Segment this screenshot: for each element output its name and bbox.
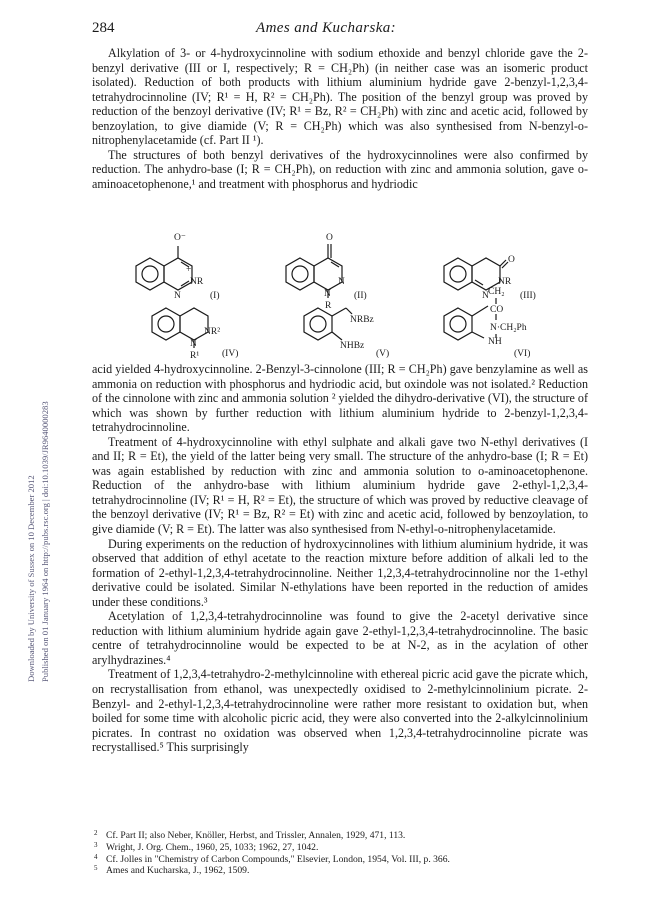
label-II-r: R [325, 301, 332, 311]
paragraph: During experiments on the reduction of hydroxycinnolines with lithium aluminium hydride, it was observed that addition of ethyl acetate to the reaction mixture before addition of alkali led to the formation of 2-ethyl-1,2,3,4-tetrahydrocinnoline. Neither 1,2,3,4-tetrahydrocinnoline nor the 1-ethyl derivative could be isolated. Similar N-ethylations have been reported in the reduction of amides under these conditions.³ [92, 536, 588, 609]
footnote [92, 830, 588, 842]
structure-label-II: (II) [354, 291, 367, 301]
label-III-o: O [508, 255, 515, 265]
label-II-o: O [326, 233, 333, 243]
label-VI-nh: NH [488, 337, 502, 347]
footnote-text: Cf. Jolles in "Chemistry of Carbon Compounds," Elsevier, London, 1954, Vol. III, p. 366. [106, 853, 450, 865]
structure-label-V: (V) [376, 349, 390, 359]
structure-IV [152, 308, 208, 348]
paragraph: Treatment of 4-hydroxycinnoline with ethyl sulphate and alkali gave two N-ethyl derivatives (I and II; R = Et), the yield of the latter being very small. The structure of the anhydro-base (I; R = Et) was again established by reduction with zinc and ammonia solution to o-aminoacetophenone. Reduction of the anhydro-base with lithium aluminium hydride gave 2-ethyl-1,2,3,4-tetrahydrocinnoline (IV; R¹ = H, R² = Et), the structure of which was proved by reductive cleavage of the benzoyl derivative (IV; R¹ = Bz, R² = Et) with zinc and acetic acid, followed by benzoylation, to give diamide (V; R = Et). The latter was also synthesised from N-ethyl-o-nitrophenylacetamide. [92, 434, 588, 537]
footnote [92, 865, 588, 877]
download-sidebar [14, 190, 58, 690]
structure-II [286, 244, 342, 298]
label-VI-co: CO [490, 305, 504, 315]
label-VI-nch2ph: N·CH₂Ph [490, 323, 527, 333]
footnote [92, 854, 588, 866]
paragraph: Alkylation of 3- or 4-hydroxycinnoline with sodium ethoxide and benzyl chloride gave the 2-benzyl derivative (III or I, respectively; R = CH₂Ph) (in neither case was an isomeric product isolated). Reduction of both products with lithium aluminium hydride gave 2-benzyl-1,2,3,4-tetrahydrocinnoline (IV; R¹ = H, R² = CH₂Ph). The position of the benzyl group was proved by reduction of the benzoyl derivative (IV; R¹ = Bz, R² = CH₂Ph) with zinc and acetic acid, followed by benzoylation, to give diamide (V; R = CH₂Ph) which was also synthesised from N-benzyl-o-nitrophenylacetamide (cf. Part II ¹). [92, 46, 588, 148]
structure-label-VI: (VI) [514, 349, 531, 359]
download-notice: Downloaded by University of Sussex on 10 December 2012 [26, 475, 36, 682]
page-header [92, 20, 588, 40]
label-I-n: N [174, 291, 181, 301]
label-V-nrbz: NRBz [350, 315, 374, 325]
chemical-structures [92, 222, 588, 362]
body-text-bottom [92, 362, 588, 755]
page-number: 284 [92, 20, 115, 36]
footnote [92, 842, 588, 854]
body-text-top [92, 46, 588, 191]
footnote-number: 2 [94, 829, 98, 837]
paragraph: acid yielded 4-hydroxycinnoline. 2-Benzyl-3-cinnolone (III; R = CH₂Ph) gave benzylamine as well as ammonia on reduction with phosphorus and hydriodic acid, but oxindole was not isolated.² Reduction of the cinnolone with zinc and ammonia solution ² yielded the dihydro-derivative (VI), the structure of which was shown by further reduction with lithium aluminium hydride to 2-benzyl-1,2,3,4-tetrahydrocinnoline. [92, 362, 588, 435]
label-I-nr: NR [190, 277, 204, 287]
label-IV-nr2: NR² [204, 327, 221, 337]
footnote-text: Cf. Part II; also Neber, Knöller, Herbst, and Trissler, Annalen, 1929, 471, 113. [106, 830, 406, 841]
footnote-number: 4 [94, 852, 98, 861]
structure-label-III: (III) [520, 291, 536, 301]
paragraph: The structures of both benzyl derivatives of the hydroxycinnolines were also confirmed by reduction. The anhydro-base (I; R = CH₂Ph), on reduction with zinc and ammonia solution, gave o-aminoacetophenone,¹ and treatment with phosphorus and hydriodic [92, 147, 588, 191]
structure-label-I: (I) [210, 291, 220, 301]
label-II-n1: N [338, 277, 345, 287]
label-III-nr: NR [498, 277, 512, 287]
running-title: Ames and Kucharska: [256, 20, 397, 36]
structure-label-IV: (IV) [222, 349, 239, 359]
footnote-text: Ames and Kucharska, J., 1962, 1509. [106, 865, 250, 877]
structure-V [304, 308, 352, 340]
structure-VI [444, 298, 496, 340]
footnote-text: Wright, J. Org. Chem., 1960, 25, 1033; 1962, 27, 1042. [106, 841, 319, 853]
footnote-number: 3 [94, 840, 98, 849]
footnotes [92, 830, 588, 877]
label-IV-n: N [190, 339, 197, 349]
paragraph: Acetylation of 1,2,3,4-tetrahydrocinnoline was found to give the 2-acetyl derivative since reduction with lithium aluminium hydride again gave 2-ethyl-1,2,3,4-tetrahydrocinnoline. The basic centre of tetrahydrocinnoline would be expected to be at N-2, as in the acylation of other arylhydrazines.⁴ [92, 609, 588, 667]
label-I-charge: + [186, 265, 192, 275]
structure-figure [92, 222, 588, 362]
paragraph: Treatment of 1,2,3,4-tetrahydro-2-methylcinnoline with ethereal picric acid gave the picrate which, on recrystallisation from ethanol, was unexpectedly oxidised to 2-methylcinnolinium picrate. 2-Benzyl- and 2-ethyl-1,2,3,4-tetrahydrocinnoline were rather more resistant to oxidation but, when boiled for some time with alcoholic picric acid, they were also converted into the 2-alkylcinnolinium picrates. In contrast no oxidation was observed when 1,2,3,4-tetrahydrocinnoline picrate was recrystallised.⁵ This surprisingly [92, 667, 588, 755]
label-I-anion: O⁻ [174, 233, 186, 243]
publication-notice: Published on 01 January 1964 on http://pubs.rsc.org | doi:10.1039/JR9640000283 [40, 401, 50, 682]
structure-I [136, 246, 192, 290]
label-VI-ch2: CH₂ [488, 287, 505, 297]
label-III-n1: N [482, 291, 489, 301]
label-V-nhbz: NHBz [340, 341, 365, 351]
label-II-n2: N [324, 289, 331, 299]
label-IV-r1: R¹ [190, 351, 200, 361]
footnote-number: 5 [94, 864, 98, 873]
